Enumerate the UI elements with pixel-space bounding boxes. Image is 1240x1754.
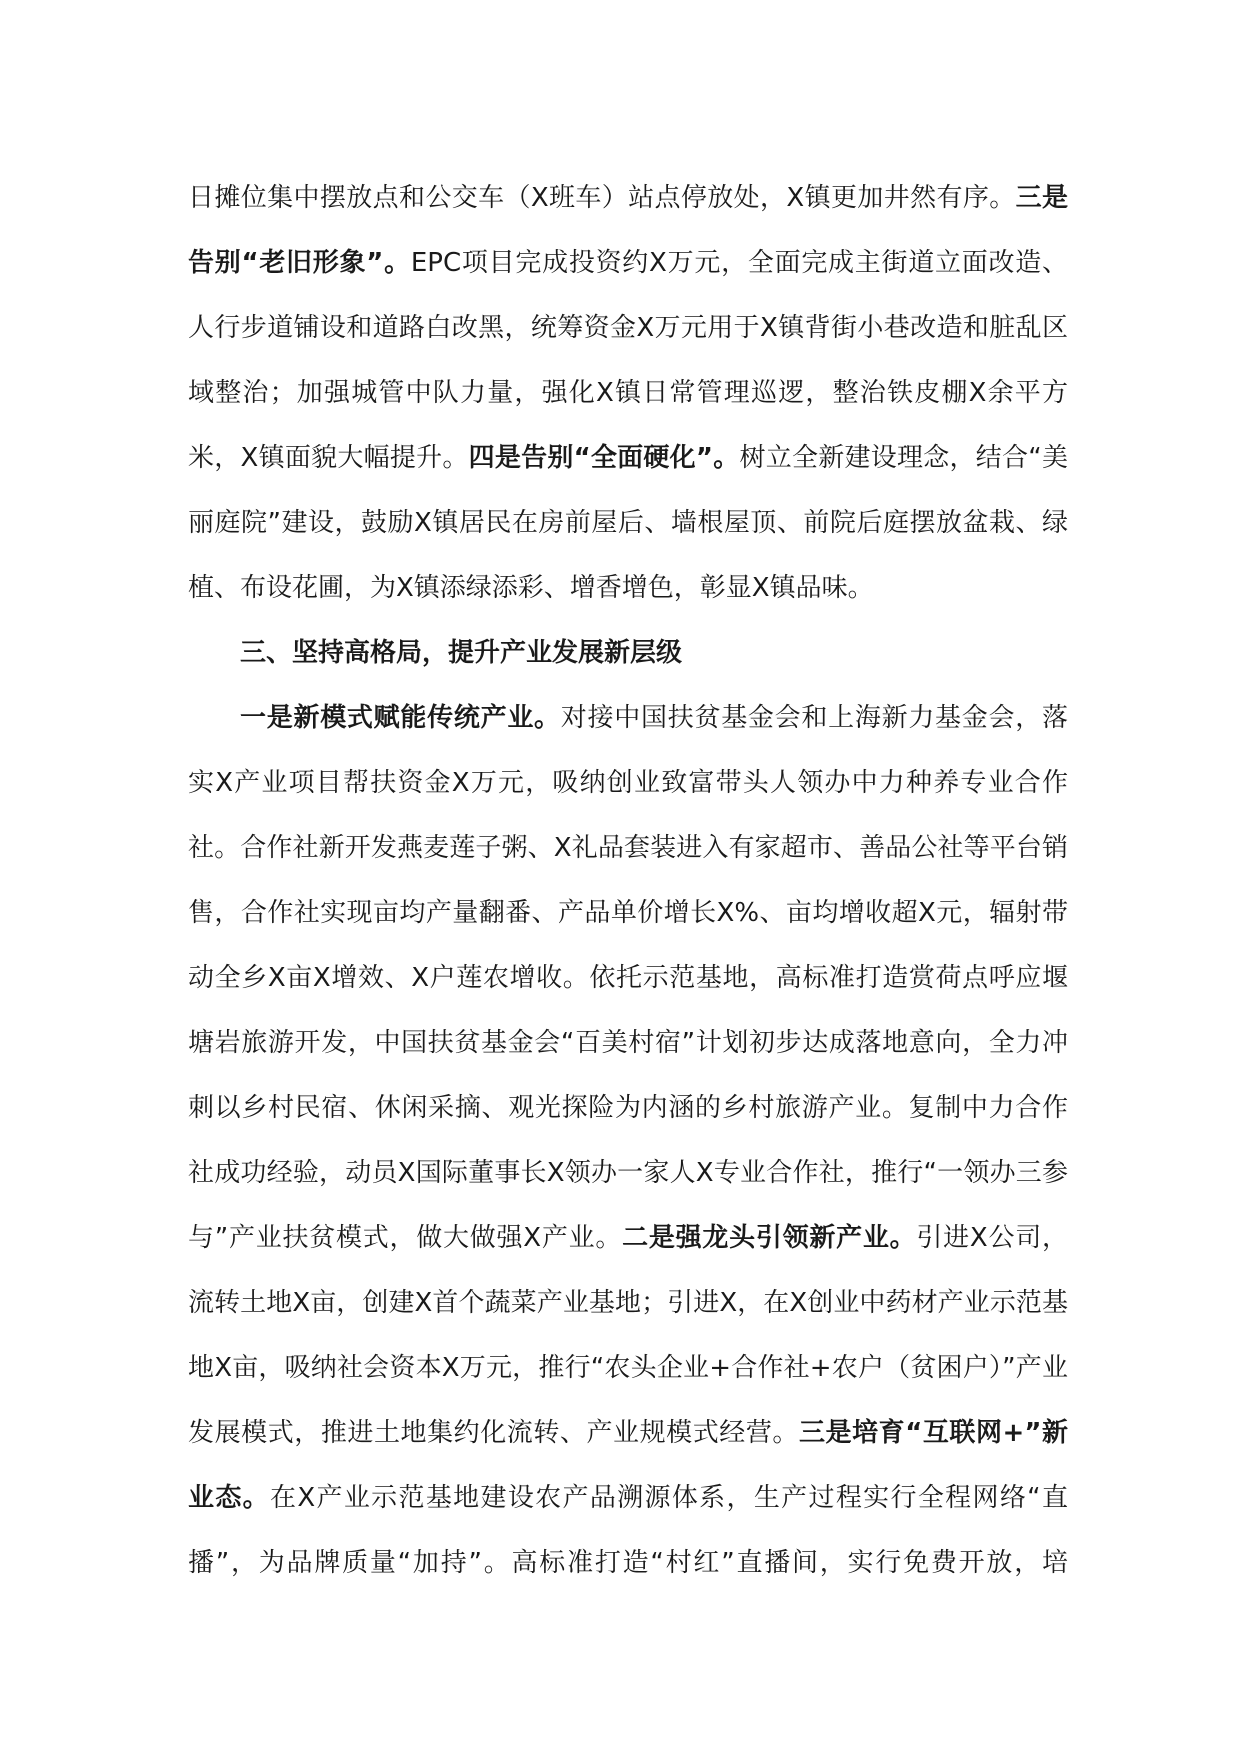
paragraph-text: 在X产业示范基地建设农产品溯源体系，生产过程实行全程网络“直播”，为品牌质量“加持”。高标准打造“村红”直播间，实行免费开放，培 <box>188 1483 1068 1578</box>
paragraph-text: 树立全新建设理念，结合“美丽庭院”建设，鼓励X镇居民在房前屋后、墙根屋顶、前院后庭摆放盆栽、绿植、布设花圃，为X镇添绿添彩、增香增色，彰显X镇品味。 <box>188 443 1068 603</box>
bold-subheading: 一是新模式赋能传统产业。 <box>240 703 561 733</box>
paragraph-text: 日摊位集中摆放点和公交车（X班车）站点停放处，X镇更加井然有序。 <box>188 183 1016 213</box>
paragraph-town-governance <box>188 166 1068 621</box>
section-heading: 三、坚持高格局，提升产业发展新层级 <box>240 638 683 668</box>
paragraph-text: 引进X公司，流转土地X亩，创建X首个蔬菜产业基地；引进X，在X创业中药材产业示范基地X亩，吸纳社会资本X万元，推行“农头企业+合作社+农户（贫困户）”产业发展模式，推进土地集约化流转、产业规模式经营。 <box>188 1223 1068 1448</box>
paragraph-industry-development <box>188 686 1068 1596</box>
bold-subheading: 三是告别“老旧形象”。 <box>188 183 1068 278</box>
bold-subheading: 二是强龙头引领新产业。 <box>622 1223 917 1253</box>
paragraph-text: 对接中国扶贫基金会和上海新力基金会，落实X产业项目帮扶资金X万元，吸纳创业致富带头人领办中力种养专业合作社。合作社新开发燕麦莲子粥、X礼品套装进入有家超市、善品公社等平台销售，合作社实现亩均产量翻番、产品单价增长X%、亩均增收超X元，辐射带动全乡X亩X增效、X户莲农增收。依托示范基地，高标准打造赏荷点呼应堰塘岩旅游开发，中国扶贫基金会“百美村宿”计划初步达成落地意向，全力冲刺以乡村民宿、休闲采摘、观光探险为内涵的乡村旅游产业。复制中力合作社成功经验，动员X国际董事长X领办一家人X专业合作社，推行“一领办三参与”产业扶贫模式，做大做强X产业。 <box>188 703 1068 1253</box>
document-page <box>188 166 1068 1596</box>
bold-subheading: 三是培育“互联网+”新业态。 <box>188 1418 1068 1513</box>
bold-subheading: 四是告别“全面硬化”。 <box>468 443 740 473</box>
paragraph-text: EPC项目完成投资约X万元，全面完成主街道立面改造、人行步道铺设和道路白改黑，统筹资金X万元用于X镇背街小巷改造和脏乱区域整治；加强城管中队力量，强化X镇日常管理巡逻，整治铁皮棚X余平方米，X镇面貌大幅提升。 <box>188 248 1068 473</box>
